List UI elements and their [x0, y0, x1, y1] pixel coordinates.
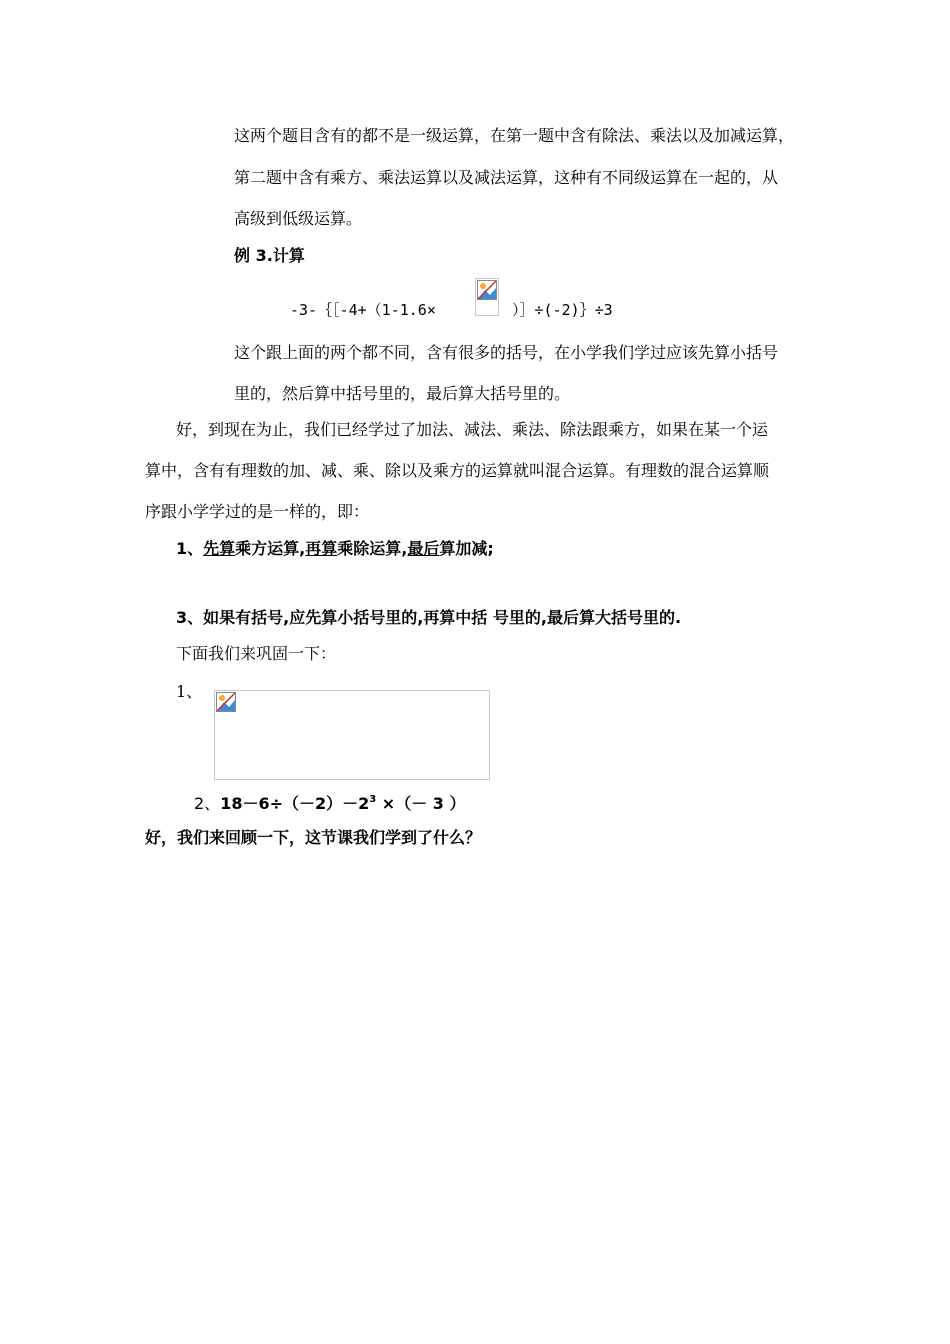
paragraph-line: 高级到低级运算。: [234, 209, 363, 228]
rule-1-add: 算加减;: [439, 539, 494, 558]
rule-1-multiply: 乘除运算,: [337, 539, 408, 558]
rule-1-first: 先算: [203, 539, 236, 558]
broken-image-icon: [477, 280, 497, 300]
paragraph-line: 序跟小学学过的是一样的，即：: [145, 502, 370, 521]
example-title: 例 3.计算: [234, 246, 305, 265]
rule-3: 3、如果有括号,应先算小括号里的,再算中括 号里的,最后算大括号里的.: [176, 608, 682, 627]
practice-item-2-label: 2、: [194, 794, 221, 813]
rule-1: [176, 539, 494, 559]
practice-item-2: [194, 790, 466, 814]
rule-1-number: 1、: [176, 539, 204, 558]
paragraph-line: 里的，然后算中括号里的，最后算大括号里的。: [234, 384, 571, 403]
practice-item-2-expression: 18－6÷（－2）－2: [220, 794, 370, 813]
practice-item-2-exponent: 3: [369, 794, 377, 805]
practice-item-1-label: 1、: [176, 682, 203, 701]
practice-item-2-expression-tail: ×（－ 3 ）: [376, 794, 466, 813]
closing-question: 好，我们来回顾一下，这节课我们学到了什么？: [145, 828, 482, 847]
paragraph-line: 好，到现在为止，我们已经学过了加法、减法、乘法、除法跟乘方，如果在某一个运: [176, 420, 769, 439]
paragraph-line: 第二题中含有乘方、乘法运算以及减法运算，这种有不同级运算在一起的，从: [234, 168, 779, 187]
practice-item-1-image: [214, 690, 490, 780]
paragraph-line: 这两个题目含有的都不是一级运算，在第一题中含有除法、乘法以及加减运算，: [234, 126, 795, 145]
paragraph-line: 算中，含有有理数的加、减、乘、除以及乘方的运算就叫混合运算。有理数的混合运算顺: [145, 461, 770, 480]
rule-1-then: 再算: [305, 539, 338, 558]
formula-image-placeholder: [475, 278, 499, 316]
formula-left: -3-｛［-4+（1-1.6×: [290, 301, 436, 319]
paragraph-line: 这个跟上面的两个都不同，含有很多的括号，在小学我们学过应该先算小括号: [234, 343, 779, 362]
broken-image-icon: [216, 692, 236, 712]
rule-1-exponent: 乘方运算,: [235, 539, 306, 558]
practice-intro: 下面我们来巩固一下：: [176, 644, 337, 663]
formula-right: ）］÷(-2)｝÷3: [512, 301, 613, 319]
rule-1-last: 最后: [407, 539, 440, 558]
